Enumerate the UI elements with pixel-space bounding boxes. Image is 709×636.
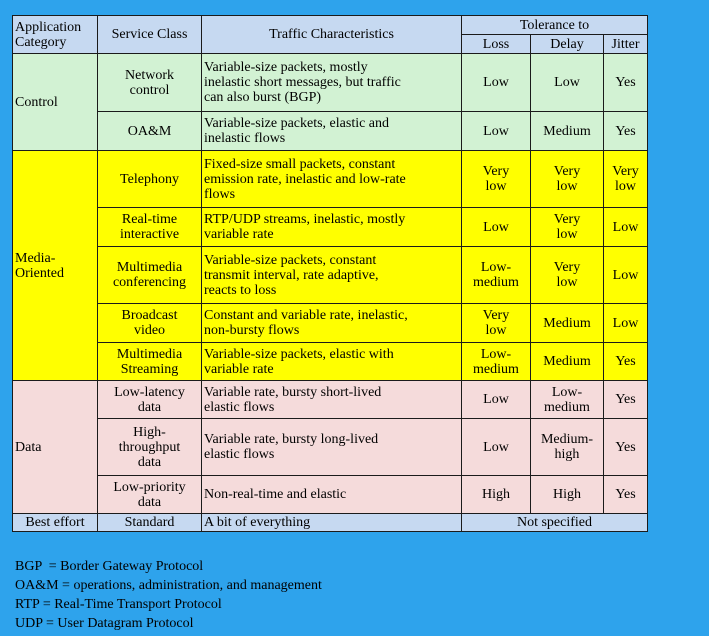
table-row — [13, 112, 648, 151]
abbreviation-notes — [15, 557, 322, 633]
loss-tolerance-cell: Very low — [462, 151, 531, 208]
note-bgp: BGP = Border Gateway Protocol — [15, 559, 204, 574]
service-class-cell: Low-latency data — [98, 381, 202, 419]
category-cell: Media- Oriented — [13, 151, 98, 381]
note-oam: OA&M = operations, administration, and management — [15, 578, 322, 593]
table-row-best-effort — [13, 514, 648, 532]
service-class-cell: Multimedia Streaming — [98, 343, 202, 381]
jitter-tolerance-cell: Low — [604, 208, 648, 247]
service-class-cell: Real-time interactive — [98, 208, 202, 247]
service-class-cell: Broadcast video — [98, 304, 202, 343]
delay-tolerance-cell: Medium — [531, 304, 604, 343]
table-row — [13, 476, 648, 514]
loss-tolerance-cell: Very low — [462, 304, 531, 343]
service-class-cell: High- throughput data — [98, 419, 202, 476]
traffic-characteristics-cell: Variable-size packets, elastic with variable rate — [202, 343, 462, 381]
jitter-tolerance-cell: Yes — [604, 343, 648, 381]
service-class-cell: Telephony — [98, 151, 202, 208]
table-row — [13, 247, 648, 304]
header-traffic-characteristics: Traffic Characteristics — [202, 16, 462, 54]
delay-tolerance-cell: Low — [531, 54, 604, 112]
traffic-characteristics-cell: Fixed-size small packets, constant emission rate, inelastic and low-rate flows — [202, 151, 462, 208]
delay-tolerance-cell: High — [531, 476, 604, 514]
note-udp: UDP = User Datagram Protocol — [15, 616, 194, 631]
jitter-tolerance-cell: Yes — [604, 54, 648, 112]
table-row — [13, 151, 648, 208]
header-loss: Loss — [462, 35, 531, 54]
jitter-tolerance-cell: Very low — [604, 151, 648, 208]
loss-tolerance-cell: Low — [462, 419, 531, 476]
traffic-characteristics-cell: A bit of everything — [202, 514, 462, 532]
header-service-class: Service Class — [98, 16, 202, 54]
loss-tolerance-cell: Low — [462, 54, 531, 112]
delay-tolerance-cell: Very low — [531, 151, 604, 208]
loss-tolerance-cell: Low- medium — [462, 343, 531, 381]
tolerance-cell: Not specified — [462, 514, 648, 532]
table-body — [13, 54, 648, 532]
service-class-cell: Low-priority data — [98, 476, 202, 514]
service-class-cell: Multimedia conferencing — [98, 247, 202, 304]
service-class-cell: Standard — [98, 514, 202, 532]
service-class-cell: Network control — [98, 54, 202, 112]
traffic-characteristics-cell: Variable-size packets, constant transmit interval, rate adaptive, reacts to loss — [202, 247, 462, 304]
delay-tolerance-cell: Very low — [531, 247, 604, 304]
service-class-cell: OA&M — [98, 112, 202, 151]
jitter-tolerance-cell: Low — [604, 247, 648, 304]
table-row — [13, 419, 648, 476]
traffic-characteristics-cell: Variable rate, bursty short-lived elastic flows — [202, 381, 462, 419]
qos-service-class-table — [12, 15, 648, 532]
traffic-characteristics-cell: Variable-size packets, elastic and inelastic flows — [202, 112, 462, 151]
table-row — [13, 343, 648, 381]
delay-tolerance-cell: Low- medium — [531, 381, 604, 419]
jitter-tolerance-cell: Yes — [604, 419, 648, 476]
traffic-characteristics-cell: Variable rate, bursty long-lived elastic flows — [202, 419, 462, 476]
header-application-category: Application Category — [13, 16, 98, 54]
delay-tolerance-cell: Medium — [531, 343, 604, 381]
traffic-characteristics-cell: Constant and variable rate, inelastic, non-bursty flows — [202, 304, 462, 343]
table-row — [13, 381, 648, 419]
jitter-tolerance-cell: Low — [604, 304, 648, 343]
delay-tolerance-cell: Very low — [531, 208, 604, 247]
loss-tolerance-cell: High — [462, 476, 531, 514]
jitter-tolerance-cell: Yes — [604, 381, 648, 419]
traffic-characteristics-cell: Non-real-time and elastic — [202, 476, 462, 514]
category-cell: Best effort — [13, 514, 98, 532]
loss-tolerance-cell: Low — [462, 381, 531, 419]
table-row — [13, 304, 648, 343]
jitter-tolerance-cell: Yes — [604, 476, 648, 514]
loss-tolerance-cell: Low- medium — [462, 247, 531, 304]
table-row — [13, 54, 648, 112]
jitter-tolerance-cell: Yes — [604, 112, 648, 151]
delay-tolerance-cell: Medium — [531, 112, 604, 151]
header-jitter: Jitter — [604, 35, 648, 54]
note-rtp: RTP = Real-Time Transport Protocol — [15, 597, 222, 612]
traffic-characteristics-cell: RTP/UDP streams, inelastic, mostly variable rate — [202, 208, 462, 247]
traffic-characteristics-cell: Variable-size packets, mostly inelastic short messages, but traffic can also burst (BGP) — [202, 54, 462, 112]
table-row — [13, 208, 648, 247]
delay-tolerance-cell: Medium- high — [531, 419, 604, 476]
category-cell: Control — [13, 54, 98, 151]
category-cell: Data — [13, 381, 98, 514]
loss-tolerance-cell: Low — [462, 208, 531, 247]
header-delay: Delay — [531, 35, 604, 54]
header-tolerance-to: Tolerance to — [462, 16, 648, 35]
loss-tolerance-cell: Low — [462, 112, 531, 151]
